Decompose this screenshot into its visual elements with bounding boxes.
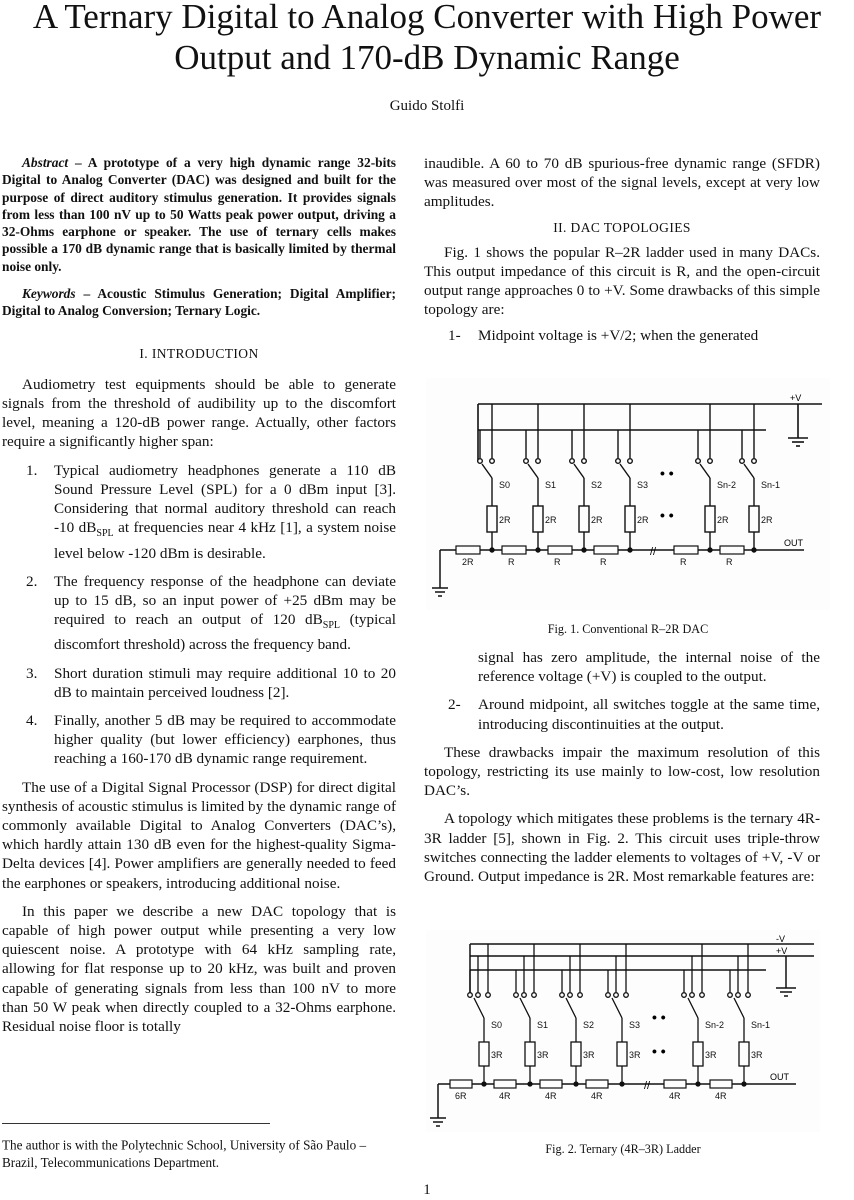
keywords xyxy=(2,285,396,320)
figure-1-caption: Fig. 1. Conventional R–2R DAC xyxy=(547,622,709,636)
list-number: 2- xyxy=(448,696,461,714)
series-label: R xyxy=(600,557,607,567)
series-label: 4R xyxy=(715,1091,727,1101)
series-resistor xyxy=(450,1080,472,1088)
switch-contact xyxy=(522,993,527,998)
series-label: R xyxy=(680,557,687,567)
topologies-paragraph-1: Fig. 1 shows the popular R–2R ladder used in many DACs. This output impedance of this circuit is R, and the open-circuit output range approaches 0 to +V. Some drawbacks of this simple topology are: xyxy=(424,243,820,319)
series-resistor xyxy=(502,546,526,554)
topologies-paragraph-3: A topology which mitigates these problems is the ternary 4R-3R ladder [5], shown in Fig. 2. This circuit uses triple-throw switches connecting the ladder elements to voltages of +V, -V or Ground. Output impedance is 2R. Most remarkable features are: xyxy=(424,810,820,886)
list-item xyxy=(424,695,820,733)
series-label: R xyxy=(726,557,733,567)
list-number: 1. xyxy=(26,461,38,479)
shunt-label: 2R xyxy=(717,515,729,525)
switch-contact xyxy=(740,459,745,464)
switch-arm xyxy=(566,998,576,1018)
switch-contact xyxy=(752,459,757,464)
footnote-rule xyxy=(2,1123,270,1124)
section-heading-introduction: I. INTRODUCTION xyxy=(139,345,259,361)
series-resistor xyxy=(456,546,480,554)
list-number: 4. xyxy=(26,711,38,729)
shunt-resistor xyxy=(749,506,759,532)
switch-label: S2 xyxy=(583,1020,595,1030)
shunt-resistor xyxy=(525,1042,535,1066)
switch-label: Sn-1 xyxy=(751,1020,771,1030)
fig1-supply-label: +V xyxy=(790,393,802,403)
switch-arm xyxy=(734,998,744,1018)
shunt-resistor xyxy=(693,1042,703,1066)
shunt-label: 3R xyxy=(537,1050,549,1060)
fig2-break: // xyxy=(644,1080,651,1092)
switch-arm xyxy=(700,464,710,478)
series-label: 4R xyxy=(669,1091,681,1101)
shunt-resistor xyxy=(533,506,543,532)
switch-contact xyxy=(696,459,701,464)
fig2-supply-pos-label: +V xyxy=(776,946,788,956)
switch-contact xyxy=(532,993,537,998)
series-resistor xyxy=(594,546,618,554)
fig2-dots-mid: • • xyxy=(652,1043,666,1059)
fig2-out-label: OUT xyxy=(770,1072,789,1082)
list-item xyxy=(2,711,396,769)
switch-arm xyxy=(744,464,754,478)
switch-arm xyxy=(688,998,698,1018)
switch-contact xyxy=(616,459,621,464)
switch-contact xyxy=(682,993,687,998)
left-column xyxy=(2,154,396,1036)
fig1-out-label: OUT xyxy=(784,538,803,548)
series-label: 4R xyxy=(499,1091,511,1101)
switch-label: S3 xyxy=(637,480,649,490)
intro-paragraph-1: Audiometry test equipments should be able to generate signals from the threshold of audibility up to the discomfort level, meaning a 120-dB power range. Actually, other factors require a significantly higher span: xyxy=(2,375,396,451)
shunt-label: 3R xyxy=(629,1050,641,1060)
author-name: Guido Stolfi xyxy=(389,98,465,114)
switch-contact xyxy=(728,993,733,998)
list-item xyxy=(2,664,396,702)
shunt-resistor xyxy=(625,506,635,532)
intro-paragraph-3-continued: inaudible. A 60 to 70 dB spurious-free dynamic range (SFDR) was measured over most of the signal levels, except at very low amplitudes. xyxy=(424,155,820,211)
list-number: 1- xyxy=(448,326,461,344)
fig1-dots-top: • • xyxy=(660,465,674,481)
shunt-resistor xyxy=(571,1042,581,1066)
list-text: Typical audiometry headphones generate a 110 dB Sound Pressure Level (SPL) for a 0 dBm input [3]. Considering that normal auditory threshold can reach -10 $dB_{SPL}$ at frequencies near 4 kHz [1], a system noise level below -120 dBm is desirable. xyxy=(54,461,396,562)
series-label: R xyxy=(554,557,561,567)
abstract-label: Abstract xyxy=(22,155,69,170)
switch-label: Sn-2 xyxy=(717,480,737,490)
shunt-label: 2R xyxy=(637,515,649,525)
fig2-supply-neg-label: -V xyxy=(776,934,785,944)
paper-title: A Ternary Digital to Analog Converter with High Power Output and 170-dB Dynamic Range xyxy=(32,0,822,77)
series-label: R xyxy=(508,557,515,567)
switch-label: Sn-1 xyxy=(761,480,781,490)
fig1-break: // xyxy=(650,546,657,558)
switch-contact xyxy=(536,459,541,464)
switch-contact xyxy=(578,993,583,998)
switch-label: S0 xyxy=(499,480,511,490)
keywords-text: – Acoustic Stimulus Generation; Digital Amplifier; Digital to Analog Conversion; Ternary Logic. xyxy=(2,286,396,319)
list-item xyxy=(2,461,396,563)
switch-label: Sn-2 xyxy=(705,1020,725,1030)
switch-arm xyxy=(520,998,530,1018)
figure-1-r2r-ladder xyxy=(426,378,830,610)
series-resistor xyxy=(548,546,572,554)
figure-2-caption: Fig. 2. Ternary (4R–3R) Ladder xyxy=(545,1142,701,1156)
switch-contact xyxy=(628,459,633,464)
intro-paragraph-2: The use of a Digital Signal Processor (DSP) for direct digital synthesis of acoustic stimulus is limited by the dynamic range of commonly available Digital to Analog Converters (DAC’s), which hardly attain 130 dB even for the highest-quality Sigma-Delta devices [4]. Power amplifiers are generally needed to feed the earphones or speakers, introducing additional noise. xyxy=(2,778,396,892)
switch-label: S1 xyxy=(537,1020,549,1030)
switch-arm xyxy=(620,464,630,478)
switch-contact xyxy=(468,993,473,998)
list-number: 3. xyxy=(26,664,38,682)
shunt-resistor xyxy=(487,506,497,532)
shunt-label: 3R xyxy=(583,1050,595,1060)
keywords-label: Keywords xyxy=(22,286,76,302)
switch-contact xyxy=(690,993,695,998)
list-number: 2. xyxy=(26,572,38,590)
switch-contact xyxy=(524,459,529,464)
list-text: Finally, another 5 dB may be required to accommodate higher quality (but lower efficiency) earphones, thus reaching a 160-170 dB dynamic range requirement. xyxy=(54,711,396,768)
switch-arm xyxy=(612,998,622,1018)
figure-2-ternary-ladder xyxy=(426,930,820,1132)
switch-contact xyxy=(746,993,751,998)
section-heading-dac-topologies: II. DAC TOPOLOGIES xyxy=(553,219,691,235)
switch-contact xyxy=(486,993,491,998)
abstract xyxy=(2,154,396,275)
switch-contact xyxy=(478,459,483,464)
switch-contact xyxy=(614,993,619,998)
shunt-resistor xyxy=(479,1042,489,1066)
right-column xyxy=(424,154,820,345)
series-resistor xyxy=(494,1080,516,1088)
series-resistor xyxy=(674,546,698,554)
switch-contact xyxy=(514,993,519,998)
list-text-continued: signal has zero amplitude, the internal noise of the reference voltage (+V) is coupled to the output. xyxy=(478,649,820,686)
switch-arm xyxy=(482,464,492,478)
shunt-label: 2R xyxy=(591,515,603,525)
list-item xyxy=(2,572,396,655)
switch-label: S2 xyxy=(591,480,603,490)
switch-label: S0 xyxy=(491,1020,503,1030)
fig2-dots-top: • • xyxy=(652,1009,666,1025)
right-column-continued xyxy=(424,648,820,886)
shunt-resistor xyxy=(705,506,715,532)
shunt-resistor xyxy=(579,506,589,532)
switch-arm xyxy=(528,464,538,478)
series-resistor xyxy=(720,546,744,554)
switch-label: S1 xyxy=(545,480,557,490)
shunt-label: 3R xyxy=(491,1050,503,1060)
list-text: The frequency response of the headphone can deviate up to 15 dB, so an input power of +25 dBm may be required to reach an output of 120 $dB_{SPL}$ (typical discomfort threshold) across the frequency band. xyxy=(54,572,396,654)
switch-label: S3 xyxy=(629,1020,641,1030)
switch-arm xyxy=(474,998,484,1018)
switch-contact xyxy=(560,993,565,998)
shunt-label: 2R xyxy=(545,515,557,525)
list-text: Around midpoint, all switches toggle at the same time, introducing discontinuities at the output. xyxy=(478,696,820,733)
page-number: 1 xyxy=(423,1182,431,1198)
series-resistor xyxy=(710,1080,732,1088)
switch-contact xyxy=(570,459,575,464)
series-label: 6R xyxy=(455,1091,467,1101)
shunt-label: 3R xyxy=(751,1050,763,1060)
shunt-label: 2R xyxy=(761,515,773,525)
switch-contact xyxy=(708,459,713,464)
list-item xyxy=(424,326,820,345)
list-text: Midpoint voltage is +V/2; when the generated xyxy=(478,326,759,344)
switch-arm xyxy=(574,464,584,478)
shunt-resistor xyxy=(617,1042,627,1066)
series-resistor xyxy=(664,1080,686,1088)
shunt-resistor xyxy=(739,1042,749,1066)
abstract-text: – A prototype of a very high dynamic range 32-bits Digital to Analog Converter (DAC) was designed and built for the purpose of direct auditory stimulus generation. It provides signals from less than 100 nV up to 50 Watts peak power output, driving a 32-Ohms earphone or speaker. The use of ternary cells makes possible a 170 dB dynamic range that is basically limited by thermal noise only. xyxy=(2,155,396,274)
fig1-dots-mid: • • xyxy=(660,507,674,523)
intro-paragraph-3: In this paper we describe a new DAC topology that is capable of high power output while presenting a very low quiescent noise. A prototype with 64 kHz sampling rate, allowing for flat response up to 20 kHz, was built and proven capable of generating signals from less than 100 nV to more than 50 W peak when directly coupled to a 32-Ohms earphone. Residual noise floor is totally xyxy=(2,902,396,1036)
switch-contact xyxy=(582,459,587,464)
series-label: 4R xyxy=(591,1091,603,1101)
switch-contact xyxy=(490,459,495,464)
footnote: The author is with the Polytechnic School, University of São Paulo – Brazil, Telecommunications Department. xyxy=(2,1137,367,1170)
switch-contact xyxy=(624,993,629,998)
topologies-paragraph-2: These drawbacks impair the maximum resolution of this topology, restricting its use mainly to low-cost, low resolution DAC’s. xyxy=(424,743,820,800)
switch-contact xyxy=(476,993,481,998)
series-label: 4R xyxy=(545,1091,557,1101)
series-resistor xyxy=(586,1080,608,1088)
switch-contact xyxy=(606,993,611,998)
shunt-label: 3R xyxy=(705,1050,717,1060)
series-resistor xyxy=(540,1080,562,1088)
switch-contact xyxy=(700,993,705,998)
series-label: 2R xyxy=(462,557,474,567)
shunt-label: 2R xyxy=(499,515,511,525)
switch-contact xyxy=(568,993,573,998)
switch-contact xyxy=(736,993,741,998)
list-text: Short duration stimuli may require additional 10 to 20 dB to maintain perceived loudness [2]. xyxy=(54,664,396,701)
